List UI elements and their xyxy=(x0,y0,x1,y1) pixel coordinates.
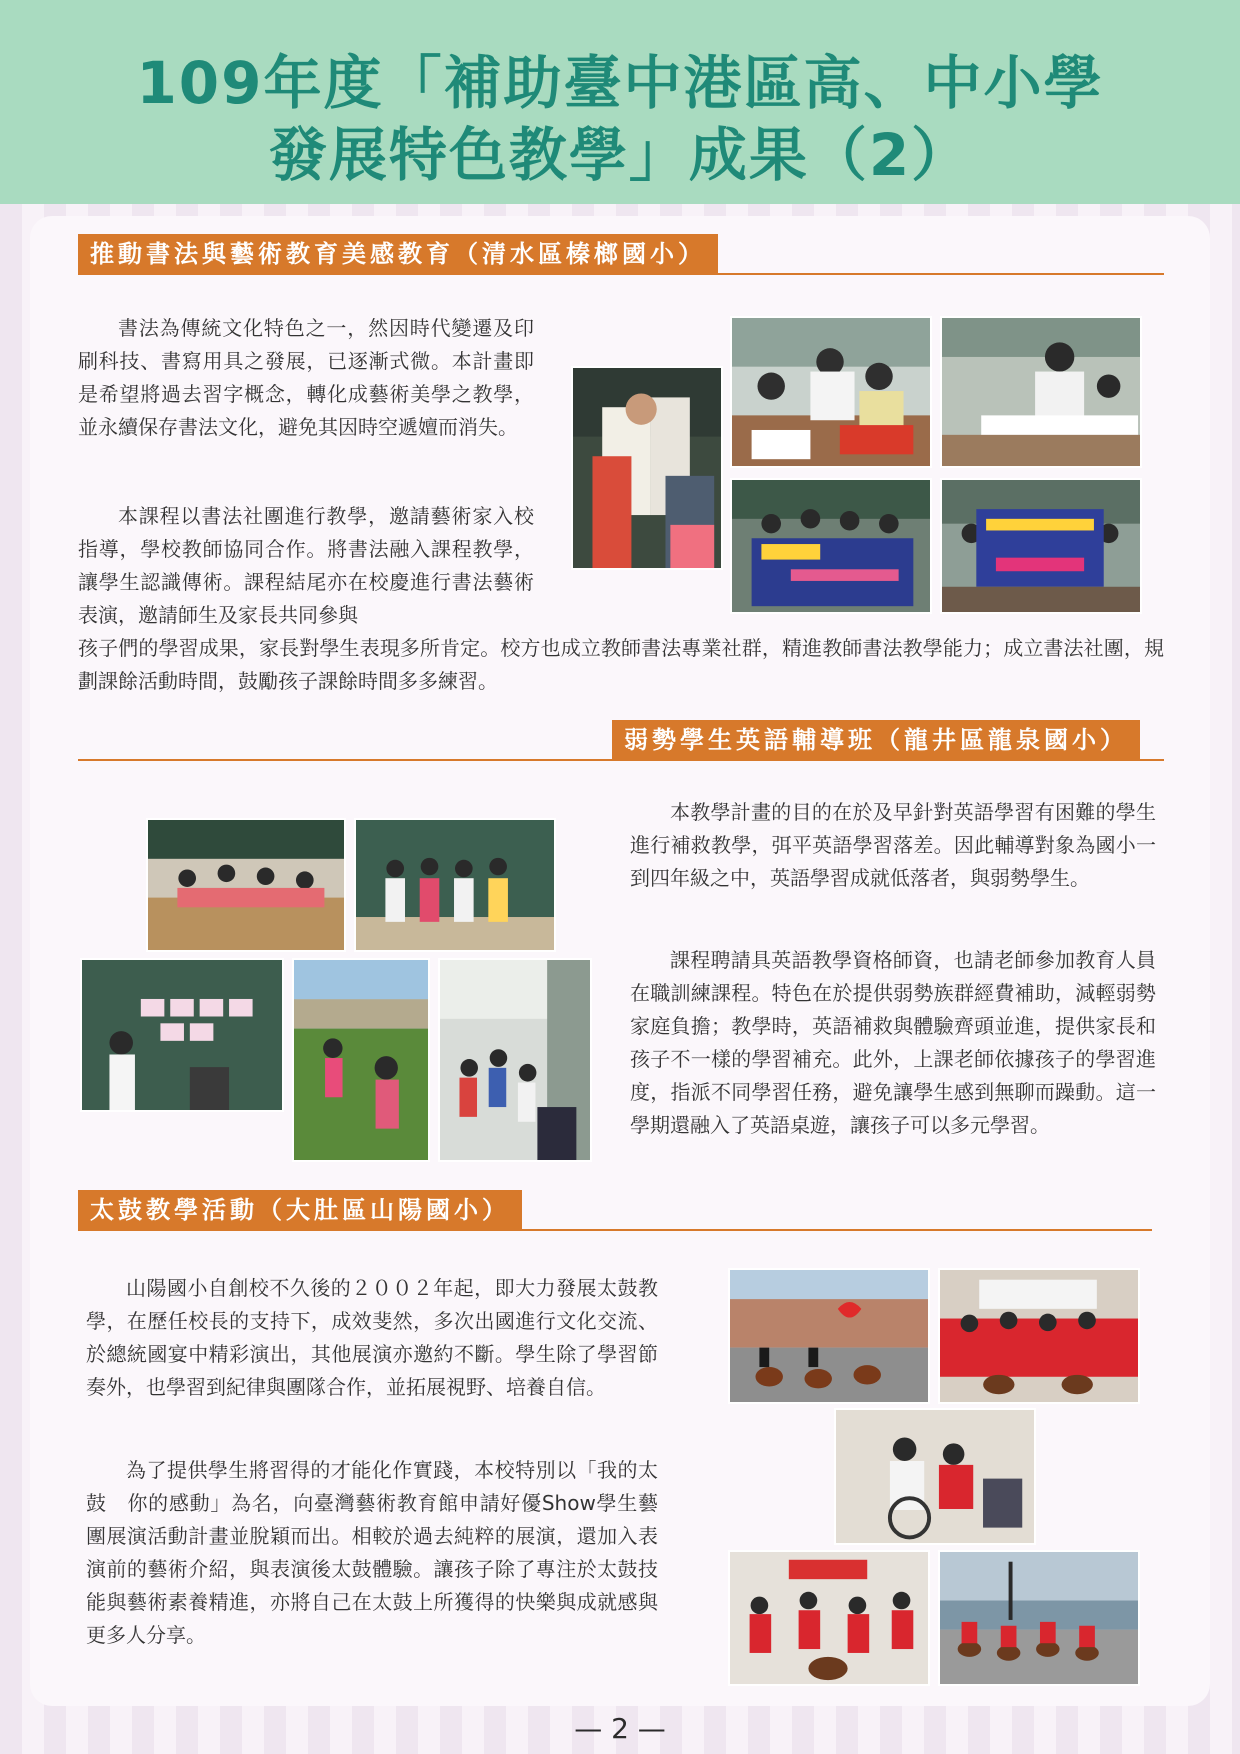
english-photo-class-cheering xyxy=(146,818,346,952)
taiko-photo-outdoor-drums xyxy=(728,1268,930,1404)
english-photo-corridor xyxy=(438,958,592,1162)
section-1-paragraph-1: 書法為傳統文化特色之一，然因時代變遷及印刷科技、書寫用具之發展，已逐漸式微。本計畫即是希望將過去習字概念，轉化成藝術美學之教學，並永續保存書法文化，避免其因時空遞嬗而消失。 xyxy=(78,316,534,439)
english-photo-kids-on-field xyxy=(292,958,430,1162)
section-2-paragraph-1: 本教學計畫的目的在於及早針對英語學習有困難的學生進行補救教學，弭平英語學習落差。因此輔導對象為國小一到四年級之中，英語學習成就低落者，與弱勢學生。 xyxy=(630,800,1156,890)
taiko-photo-wheelchair-interaction xyxy=(834,1408,1036,1545)
section-2-paragraph-2: 課程聘請具英語教學資格師資，也請老師參加教育人員在職訓練課程。特色在於提供弱勢族群經費補助，減輕弱勢家庭負擔；教學時，英語補救與體驗齊頭並進，提供家長和孩子不一樣的學習補充。此外，上課老師依據孩子的學習進度，指派不同學習任務，避免讓學生感到無聊而躁動。這一學期還融入了英語桌遊，讓孩子可以多元學習。 xyxy=(630,948,1156,1137)
taiko-photo-performance-indoor xyxy=(728,1550,930,1686)
page-number: — 2 — xyxy=(574,1712,666,1745)
section-2-heading: 弱勢學生英語輔導班（龍井區龍泉國小） xyxy=(612,720,1140,760)
page-title-line-2: 發展特色教學」成果（2） xyxy=(268,121,972,189)
section-3-paragraph-1: 山陽國小自創校不久後的２００２年起，即大力發展太鼓教學，在歷任校長的支持下，成效斐然，多次出國進行文化交流、於總統國宴中精彩演出，其他展演亦邀約不斷。學生除了學習節奏外，也學習到紀律與團隊合作，並拓展視野、培養自信。 xyxy=(86,1276,658,1399)
calligraphy-photo-classroom-2 xyxy=(940,316,1142,468)
section-2-rule xyxy=(78,759,1164,761)
calligraphy-photo-student-holding-work xyxy=(571,366,723,570)
section-3-paragraph-2: 為了提供學生將習得的才能化作實踐，本校特別以「我的太鼓 你的感動」為名，向臺灣藝術教育館申請好優Show學生藝團展演活動計畫並脫穎而出。相較於過去純粹的展演，還加入表演前的藝術介紹，與表演後太鼓體驗。讓孩子除了專注於太鼓技能與藝術素養精進，亦將自己在太鼓上所獲得的快樂與成就感與更多人分享。 xyxy=(86,1458,658,1647)
page-title-line-1: 109年度「補助臺中港區高、中小學 xyxy=(136,49,1104,117)
section-3-rule xyxy=(78,1229,1152,1231)
calligraphy-photo-group-banner-2 xyxy=(940,478,1142,614)
section-1-paragraph-2b: 孩子們的學習成果，家長對學生表現多所肯定。校方也成立教師書法專業社群，精進教師書法教學能力；成立書法社團，規劃課餘活動時間，鼓勵孩子課餘時間多多練習。 xyxy=(78,636,1164,693)
calligraphy-photo-classroom-1 xyxy=(730,316,932,468)
page-header xyxy=(0,0,1240,204)
taiko-photo-performance-seaside xyxy=(938,1550,1140,1686)
calligraphy-photo-group-banner-1 xyxy=(730,478,932,614)
english-photo-students-chalkboard xyxy=(354,818,556,952)
taiko-photo-indoor-group xyxy=(938,1268,1140,1404)
english-photo-girl-at-board xyxy=(80,958,284,1112)
section-3-heading: 太鼓教學活動（大肚區山陽國小） xyxy=(78,1190,522,1230)
section-1-paragraph-2a: 本課程以書法社團進行教學，邀請藝術家入校指導，學校教師協同合作。將書法融入課程教學，讓學生認識傳術。課程結尾亦在校慶進行書法藝術表演，邀請師生及家長共同參與 xyxy=(78,504,534,627)
section-1-rule xyxy=(78,273,1164,275)
section-1-heading: 推動書法與藝術教育美感教育（清水區榛榔國小） xyxy=(78,234,718,274)
